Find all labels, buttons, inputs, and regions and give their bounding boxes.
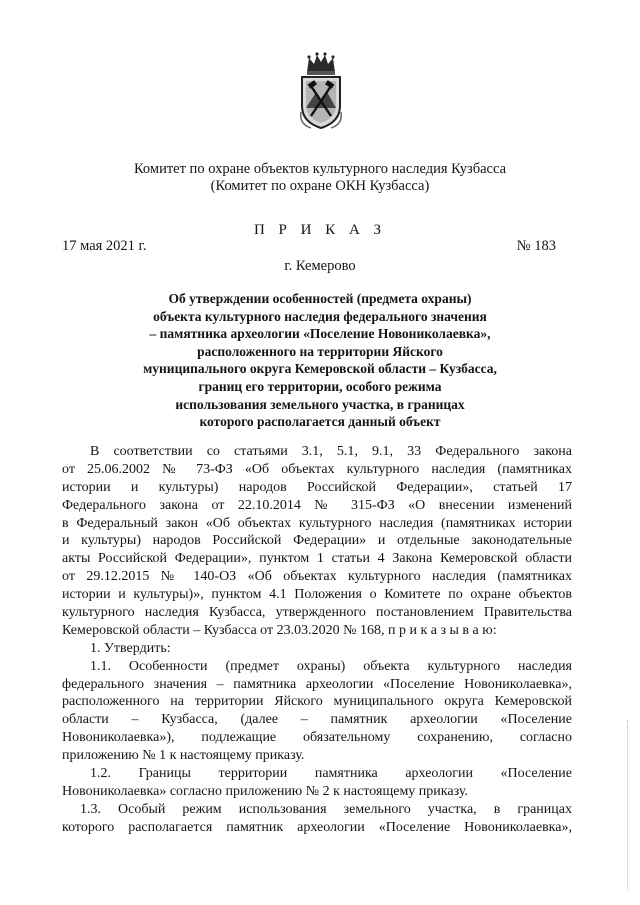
subject-line: которого располагается данный объект bbox=[199, 414, 441, 430]
body-line: от 25.06.2002 № 73-ФЗ «Об объектах культурного наследия (памятниках bbox=[62, 461, 572, 477]
subject-line: – памятника археологии «Поселение Новониколаевка», bbox=[149, 326, 491, 342]
body-line: Кемеровской области – Кузбасса от 23.03.2020 № 168, п р и к а з ы в а ю: bbox=[62, 622, 497, 638]
kuzbass-coat-of-arms-icon bbox=[297, 50, 345, 130]
body-line: федерального значения – памятника археологии «Поселение Новониколаевка», bbox=[62, 676, 572, 692]
subject-line: границ его территории, особого режима bbox=[198, 378, 442, 394]
document-title: П Р И К А З bbox=[253, 222, 387, 238]
body-line: которого располагается памятник археологии «Поселение Новониколаевка», bbox=[62, 819, 572, 835]
organization-name: Комитет по охране объектов культурного наследия Кузбасса bbox=[133, 161, 507, 177]
order-city: г. Кемерово bbox=[284, 258, 356, 274]
body-line: 1. Утвердить: bbox=[90, 640, 171, 656]
order-number: № 183 bbox=[516, 238, 556, 254]
scan-margin-mark bbox=[627, 720, 634, 890]
order-subject bbox=[118, 290, 522, 431]
body-line: акты Российской Федерации», пунктом 1 статьи 4 Закона Кемеровской области bbox=[62, 551, 572, 567]
body-line: в Федеральный закон «Об объектах культурного наследия (памятниках истории bbox=[62, 515, 572, 531]
subject-line: Об утверждении особенностей (предмета охраны) bbox=[168, 291, 472, 306]
subject-line: использования земельного участка, в границах bbox=[175, 396, 465, 412]
body-line: 1.2. Границы территории памятника археологии «Поселение bbox=[90, 766, 572, 782]
body-line: истории и культуры)», пунктом 4.1 Положения о Комитете по охране объектов bbox=[62, 587, 572, 603]
organization-short-name: (Комитет по охране ОКН Кузбасса) bbox=[210, 178, 430, 194]
subject-line: объекта культурного наследия федерального значения bbox=[153, 308, 487, 324]
subject-line: расположенного на территории Яйского bbox=[197, 343, 443, 359]
body-line: культурного наследия Кузбасса, утвержденного постановлением Правительства bbox=[62, 605, 572, 621]
body-line: и культуры) народов Российской Федерации» и отдельные законодательные bbox=[62, 533, 572, 549]
body-line: 1.3. Особый режим использования земельного участка, в границах bbox=[80, 801, 572, 817]
body-line: В соответствии со статьями 3.1, 5.1, 9.1, 33 Федерального закона bbox=[90, 444, 572, 459]
order-date: 17 мая 2021 г. bbox=[62, 238, 147, 254]
body-line: 1.1. Особенности (предмет охраны) объекта культурного наследия bbox=[90, 658, 572, 674]
body-line: Новониколаевка»), подлежащие обязательному сохранению, согласно bbox=[62, 730, 572, 746]
body-line: истории и культуры) народов Российской Федерации», статьей 17 bbox=[62, 479, 572, 495]
body-line: расположенного на территории Яйского муниципального округа Кемеровской bbox=[62, 694, 572, 710]
body-line: области – Кузбасса, (далее – памятник археологии «Поселение bbox=[62, 712, 572, 728]
body-line: Новониколаевка» согласно приложению № 2 к настоящему приказу. bbox=[62, 783, 468, 799]
body-line: от 29.12.2015 № 140-ОЗ «Об объектах культурного наследия (памятниках bbox=[62, 569, 572, 585]
body-line: приложению № 1 к настоящему приказу. bbox=[62, 748, 305, 764]
subject-line: муниципального округа Кемеровской области – Кузбасса, bbox=[143, 361, 497, 377]
body-line: Федерального закона от 22.10.2014 № 315-ФЗ «О внесении изменений bbox=[62, 497, 572, 513]
order-body bbox=[62, 443, 572, 837]
